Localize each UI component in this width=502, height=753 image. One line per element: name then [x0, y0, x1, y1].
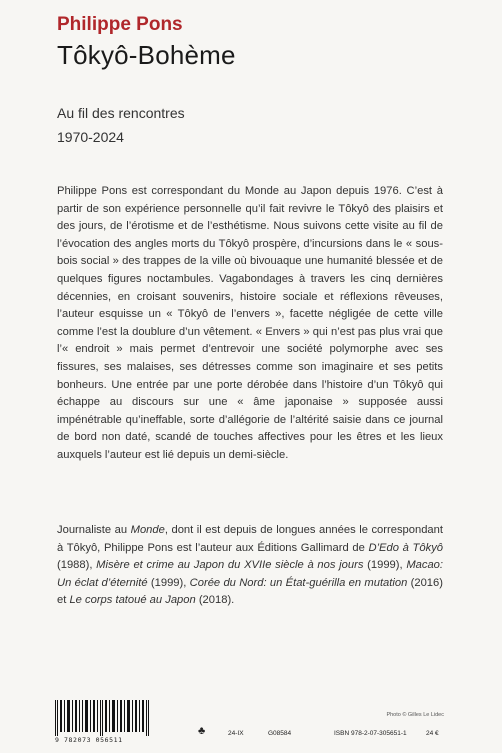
- bio-text: (2018).: [195, 594, 235, 607]
- barcode-digits: 9 782073 056511: [55, 736, 123, 744]
- bio-italic: D’Edo à Tôkyô: [368, 541, 444, 554]
- barcode: [55, 700, 150, 736]
- bio-text: (1988),: [57, 559, 97, 572]
- book-title: Tôkyô-Bohème: [57, 40, 236, 70]
- bio-italic: Le corps tatoué au Japon: [69, 594, 196, 607]
- bio-text: , dont il est depuis de longues années le correspondant à Tôkyô, Philippe Pons est l’auteur aux Éditions Gallimard de: [57, 524, 443, 554]
- bio-text: Journaliste au: [57, 524, 131, 536]
- bio-italic: Macao: Un éclat d’éternité: [57, 559, 444, 589]
- bio-italic: Misère et crime au Japon du XVIIe siècle à nos jours: [96, 559, 364, 572]
- price: 24 €: [426, 730, 439, 737]
- bio-text: (2016) et: [57, 576, 443, 607]
- bio-italic: Monde: [130, 524, 165, 536]
- blurb-paragraph: Philippe Pons est correspondant du Monde au Japon depuis 1976. C’est à partir de son expérience personnelle qu’il fait revivre le Tôkyô des plaisirs et des jours, de l’érotisme et de l’esthétisme. Nous suivons cette visite au fil de l’évocation des angles morts du Tôkyô prospère, d’incursions dans le « sous-bois social » des trappes de la ville où bivouaque une humanité blessée et de quelques figures noctambules. Vagabondages à travers les cinq dernières décennies, en croisant souvenirs, histoire sociale et réflexions rêveuses, l’auteur esquisse un « Tôkyô de l’envers », facette négligée de cette ville comme l’est la doublure d’un vêtement. « Envers » qui n’est pas plus vrai que l’« endroit » mais permet d’entrevoir une société polymorphe avec ses fissures, ses malaises, ses détresses comme son imaginaire et ses petits bonheurs. Une entrée par une porte dérobée dans l’histoire d’un Tôkyô qui échappe au discours sur une « âme japonaise » supposée aussi impénétrable qu’ineffable, sorte d’allégorie de l’altérité saisie dans ce journal de bord non daté, scandé de touches affectives pour les êtres et les lieux auxquels l’auteur est lié depuis un demi-siècle.: [57, 185, 443, 461]
- isbn-text: ISBN 978-2-07-305651-1: [334, 730, 407, 737]
- book-years: 1970-2024: [57, 129, 124, 145]
- catalog-code: 24-IX: [228, 730, 244, 737]
- catalog-number: G08584: [268, 730, 292, 737]
- bio-text: (1999),: [147, 576, 190, 589]
- bio-text: (1999),: [363, 559, 407, 572]
- photo-credit: Photo © Gilles Le Lidec: [386, 712, 444, 718]
- bio-italic: Corée du Nord: un État-guérilla en mutation: [189, 576, 408, 589]
- author-bio-paragraph: [57, 522, 443, 610]
- author-name: Philippe Pons: [57, 14, 183, 35]
- book-subtitle: Au fil des rencontres: [57, 105, 185, 121]
- publisher-logo: ♣: [198, 725, 206, 737]
